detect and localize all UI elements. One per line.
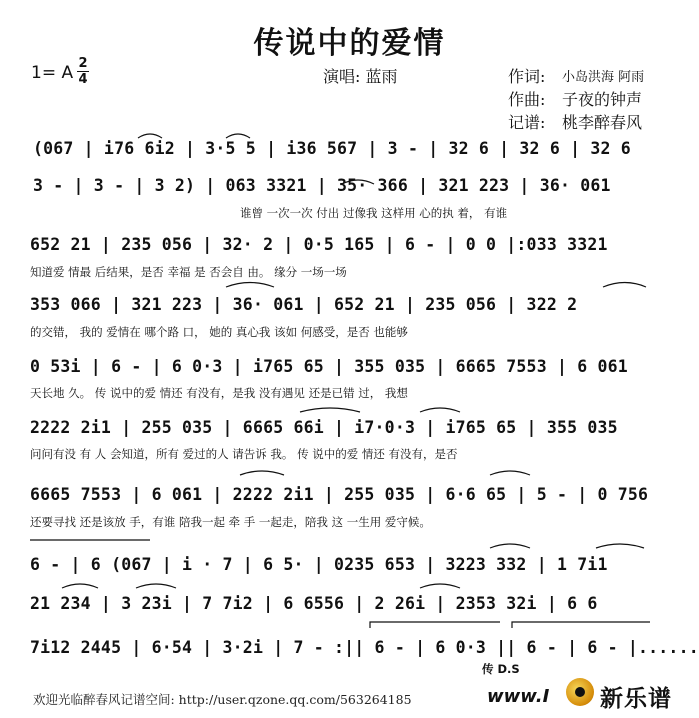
score-row-9-notes: 21 234 | 3 23i | 7 7i2 | 6 6556 | 2 26i | 2353 32i | 6 6 <box>30 594 598 613</box>
brand-web-text: www.I <box>487 686 550 707</box>
footer-url: 欢迎光临醉春风记谱空间: http://user.qzone.qq.com/563264185 <box>33 692 412 707</box>
score-row-2-notes: 3 - | 3 - | 3 2) | 063 3321 | 35· 366 | 321 223 | 36· 061 <box>33 176 611 195</box>
score-row-4-lyrics: 的交错， 我的 爱情在 哪个路 口， 她的 真心我 该如 何感受，是否 也能够 <box>30 325 408 339</box>
score-row-5-lyrics: 天长地 久。 传 说中的爱 情还 有没有，是我 没有遇见 还是已错 过， 我想 <box>30 386 408 400</box>
key-signature: 1= A <box>31 63 74 83</box>
score-row-5-notes: 0 53i | 6 - | 6 0·3 | i765 65 | 355 035 | 6665 7553 | 6 061 <box>30 357 628 376</box>
song-title: 传说中的爱情 <box>253 26 446 61</box>
score-row-10-notes: 7i12 2445 | 6·54 | 3·2i | 7 - :|| 6 - | 6 0·3 || 6 - | 6 - |...... <box>30 638 699 657</box>
score-row-4-notes: 353 066 | 321 223 | 36· 061 | 652 21 | 235 056 | 322 2 <box>30 295 578 314</box>
score-row-1-notes: (067 | i76 6i2 | 3·5 5 | i36 567 | 3 - | 32 6 | 32 6 | 32 6 <box>33 139 631 158</box>
time-signature-top: 2 <box>78 56 88 71</box>
transcriber-label: 记谱: <box>508 113 546 132</box>
score-row-6-lyrics: 问问有没 有 人 会知道，所有 爱过的人 请告诉 我。 传 说中的爱 情还 有没有，是否 <box>30 447 458 461</box>
score-row-7-lyrics: 还要寻找 还是该放 手，有谁 陪我一起 牵 手 一起走，陪我 这 一生用 爱守候。 <box>30 515 431 529</box>
score-row-3-notes: 652 21 | 235 056 | 32· 2 | 0·5 165 | 6 - | 0 0 |:033 3321 <box>30 235 608 254</box>
score-row-7-notes: 6665 7553 | 6 061 | 2222 2i1 | 255 035 | 6·6 65 | 5 - | 0 756 <box>30 485 649 504</box>
singer: 演唱: 蓝雨 <box>323 67 398 86</box>
score-row-2-lyrics: 谁曾 一次一次 付出 过像我 这样用 心的执 着， 有谁 <box>240 206 508 220</box>
score-row-6-notes: 2222 2i1 | 255 035 | 6665 66i | i7·0·3 | i765 65 | 355 035 <box>30 418 618 437</box>
time-signature-bottom: 4 <box>78 72 88 87</box>
brand-logo-text: 新乐谱 <box>600 686 672 712</box>
composer-value: 子夜的钟声 <box>562 90 643 109</box>
lyricist-value: 小岛洪海 阿雨 <box>562 70 645 85</box>
lyricist-label: 作词: <box>508 67 546 86</box>
transcriber-value: 桃李醉春风 <box>562 113 643 132</box>
score-row-3-lyrics: 知道爱 情最 后结果，是否 幸福 是 否会自 由。 缘分 一场一场 <box>30 265 347 279</box>
composer-label: 作曲: <box>508 90 546 109</box>
score-row-8-notes: 6 - | 6 (067 | i · 7 | 6 5· | 0235 653 | 3223 332 | 1 7i1 <box>30 555 608 574</box>
record-logo-icon <box>566 678 594 706</box>
score-row-10-lyrics: 传 D.S <box>482 662 520 676</box>
